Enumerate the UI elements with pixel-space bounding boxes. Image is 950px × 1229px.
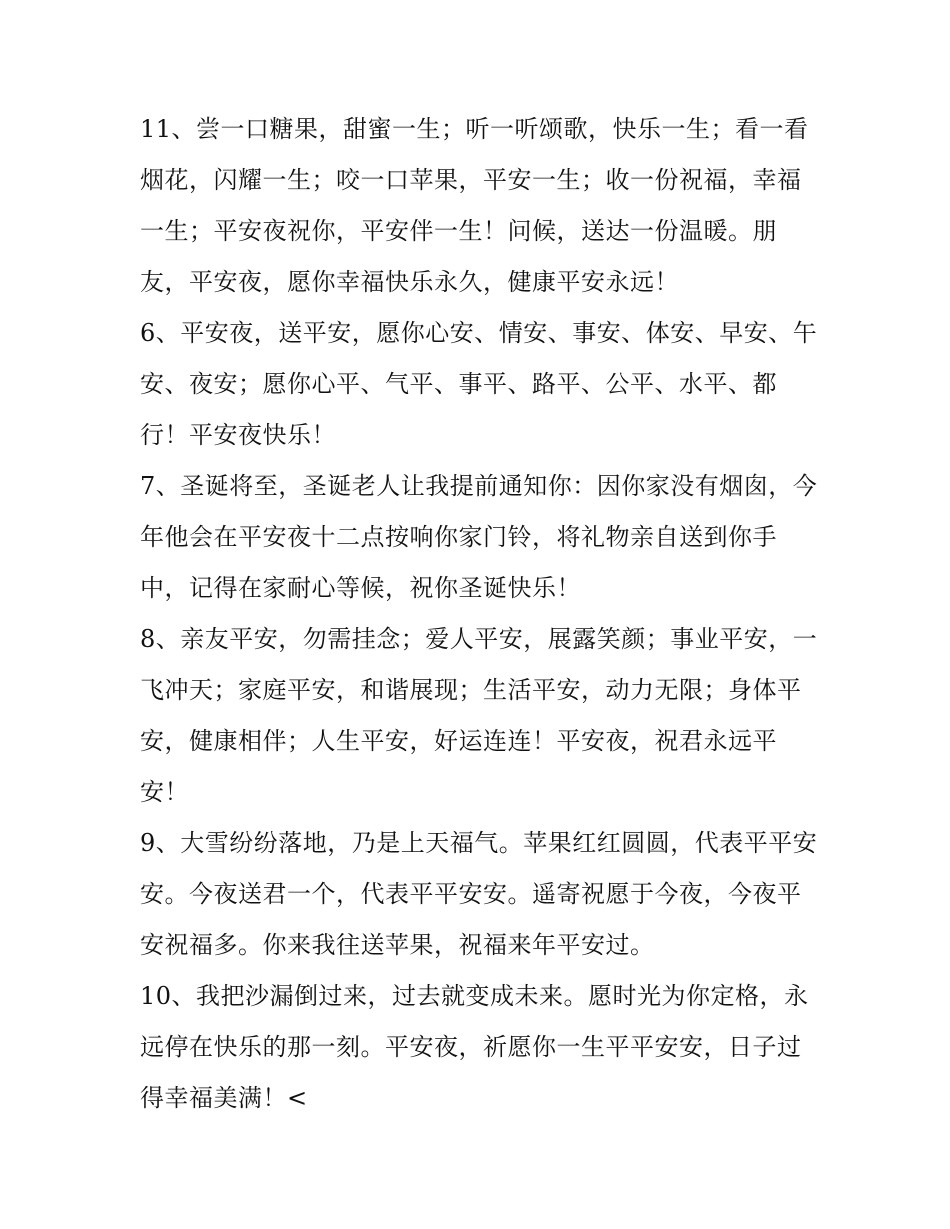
paragraph-greeting-6: 6、平安夜，送平安，愿你心安、情安、事安、体安、早安、午安、夜安；愿你心平、气平、事平、路平、公平、水平、都行！平安夜快乐！ <box>140 319 818 449</box>
document-body <box>140 104 820 1124</box>
paragraph-greeting-11: 11、尝一口糖果，甜蜜一生；听一听颂歌，快乐一生；看一看烟花，闪耀一生；咬一口苹果，平安一生；收一份祝福，幸福一生；平安夜祝你，平安伴一生！问候，送达一份温暖。朋友，平安夜，愿你幸福快乐永久，健康平安永远！ <box>140 115 809 296</box>
paragraph-greeting-9: 9、大雪纷纷落地，乃是上天福气。苹果红红圆圆，代表平平安安。今夜送君一个，代表平平安安。遥寄祝愿于今夜，今夜平安祝福多。你来我往送苹果，祝福来年平安过。 <box>140 829 818 959</box>
paragraph-greeting-10: 10、我把沙漏倒过来，过去就变成未来。愿时光为你定格，永远停在快乐的那一刻。平安夜，祈愿你一生平平安安，日子过得幸福美满！< <box>140 982 809 1112</box>
paragraph-greeting-7: 7、圣诞将至，圣诞老人让我提前通知你：因你家没有烟囱，今年他会在平安夜十二点按响你家门铃，将礼物亲自送到你手中，记得在家耐心等候，祝你圣诞快乐！ <box>140 472 818 602</box>
paragraph-greeting-8: 8、亲友平安，勿需挂念；爱人平安，展露笑颜；事业平安，一飞冲天；家庭平安，和谐展现；生活平安，动力无限；身体平安，健康相伴；人生平安，好运连连！平安夜，祝君永远平安！ <box>140 625 818 806</box>
